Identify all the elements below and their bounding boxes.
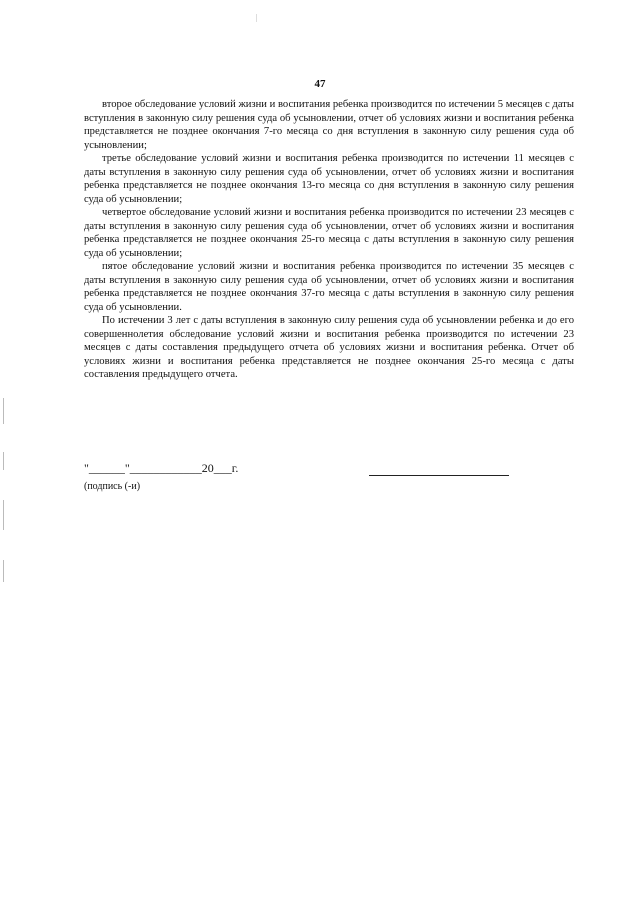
signature-caption: (подпись (-и): [84, 481, 141, 492]
scan-artifact: [256, 14, 257, 22]
signature-line: [369, 475, 509, 476]
paragraph: пятое обследование условий жизни и воспитания ребенка производится по истечении 35 месяцев с даты вступления в законную силу решения суда об усыновлении, отчет об условиях жизни и воспитания ребенка представляется не позднее окончания 37-го месяца с даты вступления в законную силу решения суда об усыновлении.: [84, 261, 574, 313]
paragraph: четвертое обследование условий жизни и воспитания ребенка производится по истечении 23 месяцев с даты вступления в законную силу решения суда об усыновлении, отчет об условиях жизни и воспитания ребенка представляется не позднее окончания 25-го месяца с даты вступления в законную силу решения суда об усыновлении;: [84, 207, 574, 259]
document-body: [84, 98, 574, 382]
scan-edge-mark: [3, 500, 4, 530]
signature-block: [84, 461, 574, 481]
paragraph: третье обследование условий жизни и воспитания ребенка производится по истечении 11 месяцев с даты вступления в законную силу решения суда об усыновлении, отчет об условиях жизни и воспитания ребенка представляется не позднее окончания 13-го месяца со дня вступления в законную силу решения суда об усыновлении;: [84, 153, 574, 205]
page-number: 47: [314, 78, 326, 90]
scan-edge-mark: [3, 452, 4, 470]
paragraph: второе обследование условий жизни и воспитания ребенка производится по истечении 5 месяцев с даты вступления в законную силу решения суда об усыновлении, отчет об условиях жизни и воспитания ребенка представляется не позднее окончания 7-го месяца со дня вступления в законную силу решения суда об усыновлении;: [84, 99, 574, 151]
scan-edge-mark: [3, 398, 4, 424]
scan-edge-mark: [3, 560, 4, 582]
signature-date-line: "______"____________20___г.: [84, 461, 239, 475]
paragraph: По истечении 3 лет с даты вступления в законную силу решения суда об усыновлении ребенка и до его совершеннолетия обследование условий жизни и воспитания ребенка производится по истечении 23 месяцев с даты составления предыдущего отчета об условиях жизни и воспитания ребенка. Отчет об условиях жизни и воспитания ребенка представляется не позднее окончания 25-го месяца с даты составления предыдущего отчета.: [84, 315, 574, 380]
